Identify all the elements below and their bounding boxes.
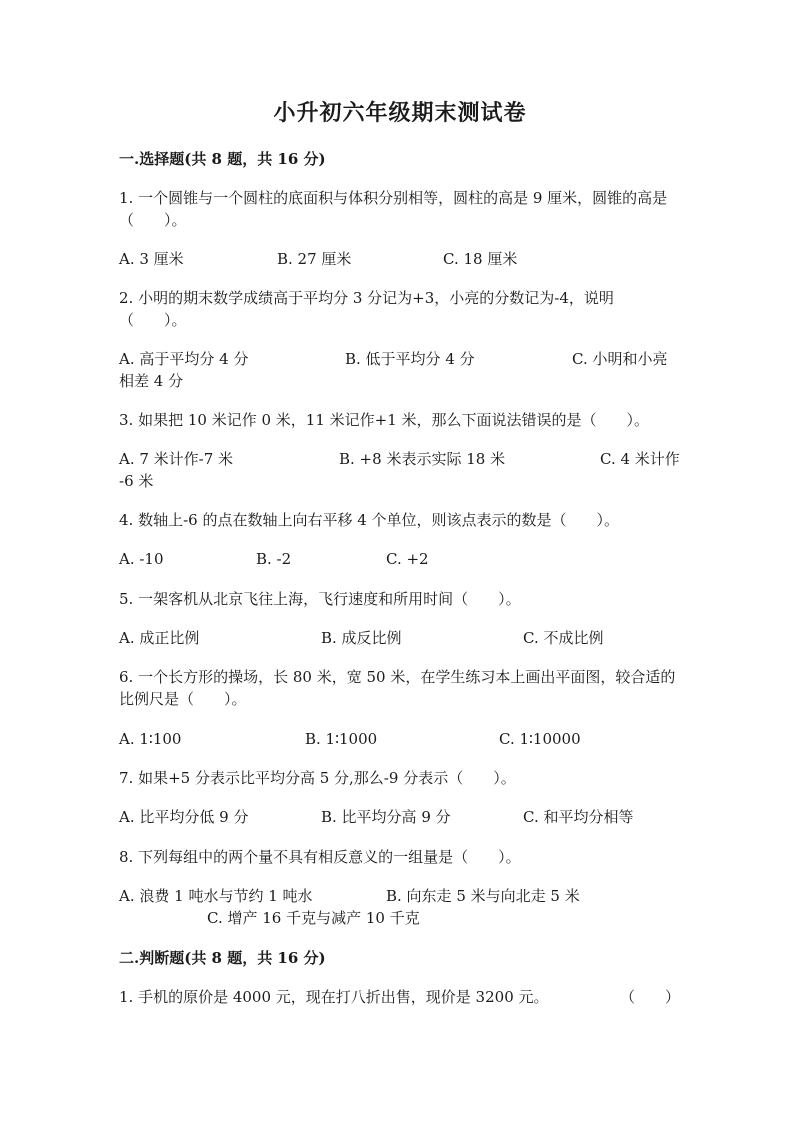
- judge-question-1-answer-blank: （ ）: [620, 988, 681, 1006]
- judge-question-1: 1. 手机的原价是 4000 元，现在打八折出售，现价是 3200 元。: [119, 988, 549, 1006]
- page-title: 小升初六年级期末测试卷: [273, 100, 527, 126]
- question-8-option-b: B. 向东走 5 米与向北走 5 米: [386, 887, 580, 905]
- question-4-option-c: C. +2: [386, 550, 429, 568]
- question-1-option-c: C. 18 厘米: [443, 250, 518, 268]
- question-2-option-c: C. 小明和小亮: [572, 350, 668, 368]
- question-2: 2. 小明的期末数学成绩高于平均分 3 分记为+3，小亮的分数记为-4，说明（ ）。: [119, 289, 614, 329]
- question-4-option-a: A. -10: [119, 550, 164, 568]
- question-3-option-b: B. +8 米表示实际 18 米: [339, 450, 506, 468]
- question-8-option-c: C. 增产 16 千克与减产 10 千克: [207, 909, 420, 927]
- question-7-option-b: B. 比平均分高 9 分: [321, 808, 451, 826]
- question-7: 7. 如果+5 分表示比平均分高 5 分,那么-9 分表示（ ）。: [119, 769, 516, 787]
- question-1-option-a: A. 3 厘米: [119, 250, 184, 268]
- question-8: 8. 下列每组中的两个量不具有相反意义的一组量是（ ）。: [119, 848, 521, 866]
- question-7-option-c: C. 和平均分相等: [523, 808, 634, 826]
- question-4: 4. 数轴上-6 的点在数轴上向右平移 4 个单位，则该点表示的数是（ ）。: [119, 511, 620, 529]
- question-5-option-c: C. 不成比例: [523, 629, 604, 647]
- question-2-option-a: A. 高于平均分 4 分: [119, 350, 249, 368]
- section-heading-judge: 二.判断题(共 8 题，共 16 分): [119, 949, 326, 967]
- section-heading-choice: 一.选择题(共 8 题，共 16 分): [119, 150, 326, 168]
- question-2-option-c-wrap: 相差 4 分: [119, 372, 184, 390]
- question-5-option-a: A. 成正比例: [119, 629, 200, 647]
- question-6-option-b: B. 1∶1000: [305, 730, 378, 748]
- question-8-option-a: A. 浪费 1 吨水与节约 1 吨水: [119, 887, 313, 905]
- question-2-option-b: B. 低于平均分 4 分: [345, 350, 475, 368]
- question-4-option-b: B. -2: [256, 550, 292, 568]
- question-3-option-c-wrap: -6 米: [119, 472, 154, 490]
- question-5: 5. 一架客机从北京飞往上海，飞行速度和所用时间（ ）。: [119, 590, 521, 608]
- question-1-option-b: B. 27 厘米: [277, 250, 352, 268]
- question-1: 1. 一个圆锥与一个圆柱的底面积与体积分别相等，圆柱的高是 9 厘米，圆锥的高是（ ）。: [119, 189, 668, 229]
- question-6: 6. 一个长方形的操场，长 80 米，宽 50 米，在学生练习本上画出平面图，较合适的比例尺是（ ）。: [119, 668, 676, 708]
- question-5-option-b: B. 成反比例: [321, 629, 402, 647]
- question-6-option-c: C. 1∶10000: [499, 730, 581, 748]
- question-3-option-c: C. 4 米计作: [600, 450, 680, 468]
- question-3: 3. 如果把 10 米记作 0 米，11 米记作+1 米，那么下面说法错误的是（ ）。: [119, 411, 650, 429]
- question-6-option-a: A. 1∶100: [119, 730, 182, 748]
- question-3-option-a: A. 7 米计作-7 米: [119, 450, 234, 468]
- question-7-option-a: A. 比平均分低 9 分: [119, 808, 249, 826]
